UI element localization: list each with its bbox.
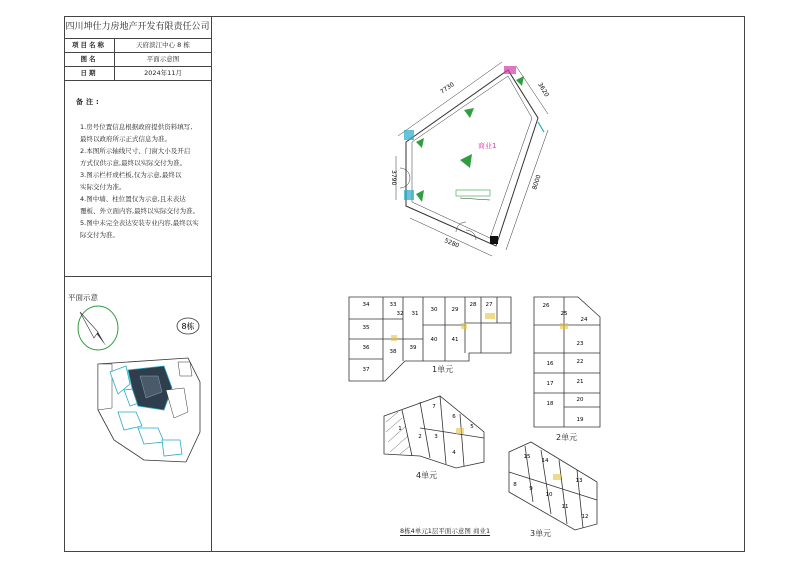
room-number: 6 (452, 414, 456, 420)
date-key: 日期 (64, 67, 115, 80)
room-number: 32 (396, 311, 404, 317)
note-line: 际交付为准。 (80, 231, 119, 239)
drawing-name-row (64, 53, 211, 67)
room-number: 26 (542, 303, 550, 309)
dim-left: 3790 (390, 170, 397, 186)
column-marker (485, 313, 495, 319)
room-number: 41 (451, 337, 459, 343)
note-line: 覆板、外立面内容,最终以实际交付为准。 (80, 207, 200, 215)
note-line: 4.图中墙、柱位置仅为示意,且未表达 (80, 195, 186, 203)
plan-inner-outline (412, 76, 532, 238)
unit-3-label: 3单元 (530, 529, 552, 538)
room-number: 23 (576, 341, 584, 347)
room-number: 5 (470, 424, 474, 430)
room-number: 27 (485, 302, 493, 308)
room-number: 22 (576, 359, 584, 365)
site-block (166, 388, 188, 418)
wall (420, 428, 484, 438)
room-number: 33 (389, 302, 397, 308)
drawing-name-key: 图名 (64, 53, 115, 66)
room-number: 12 (581, 514, 589, 520)
building-mark-icon (177, 318, 199, 334)
unit-2-label: 2单元 (556, 433, 578, 442)
column-marker (560, 323, 568, 329)
note-line: 3.图示栏杆或栏板,仅为示意,最终以 (80, 171, 182, 179)
room-number: 4 (452, 450, 456, 456)
date-row (64, 67, 211, 81)
room-number: 31 (411, 311, 419, 317)
wall (460, 414, 464, 466)
site-block (138, 428, 164, 444)
room-number: 28 (469, 302, 477, 308)
note-line: 实际交付为准。 (80, 183, 126, 191)
company-name: 四川坤仕力房地产开发有限责任公司 (64, 16, 211, 39)
room-number: 11 (561, 504, 569, 510)
room-number: 10 (545, 492, 553, 498)
site-block (162, 440, 182, 456)
room-number: 19 (576, 417, 584, 423)
room-number: 16 (546, 361, 554, 367)
dim-bottom: 5280 (443, 237, 461, 250)
project-value: 天府滨江中心 8 栋 (136, 41, 190, 49)
green-marker (416, 138, 424, 148)
column-marker (404, 190, 414, 200)
unit-4-label: 4单元 (416, 471, 438, 480)
door-swing (400, 168, 410, 178)
room-number: 7 (432, 404, 436, 410)
unit-1-label: 1单元 (432, 365, 454, 374)
note-line: 2.本图所示轴线尺寸、门窗大小及开启 (80, 147, 191, 155)
wall (559, 460, 567, 524)
room-number: 24 (580, 317, 588, 323)
column-marker (490, 236, 498, 244)
hatch-line (400, 446, 410, 454)
note-line: 最终以政府所示正式信息为准。 (80, 135, 171, 143)
green-marker (464, 108, 474, 118)
site-plan (68, 292, 208, 548)
room-number: 34 (362, 302, 370, 308)
north-arrow-icon (78, 306, 118, 350)
site-plan-label: 平面示意 (68, 293, 98, 302)
room-number: 1 (398, 426, 402, 432)
site-plan-drawing (68, 292, 208, 548)
room-number: 9 (529, 486, 533, 492)
column-marker (456, 428, 464, 434)
room-number: 38 (389, 349, 397, 355)
column-marker (391, 335, 397, 341)
room-number: 17 (546, 381, 554, 387)
main-floor-plan (360, 50, 560, 270)
note-line: 1.房号位置信息根据政府提供资料填写, (80, 123, 193, 131)
date-value: 2024年11月 (144, 69, 182, 77)
room-number: 39 (409, 345, 417, 351)
room-number: 30 (430, 307, 438, 313)
dim-right: 8000 (531, 173, 543, 191)
room-number: 13 (575, 478, 583, 484)
door-swing (400, 178, 410, 188)
wall (402, 410, 412, 456)
room-number: 20 (576, 397, 584, 403)
column-marker (404, 130, 414, 140)
unit-1-plan (345, 295, 515, 395)
room-number: 14 (541, 458, 549, 464)
room-number: 36 (362, 345, 370, 351)
project-key: 项目名称 (64, 39, 115, 52)
unit-4-plan (380, 392, 500, 472)
dim-line (410, 218, 492, 256)
wall (420, 402, 430, 458)
project-row (64, 39, 211, 53)
column-marker (504, 66, 516, 74)
room-label: 商业1 (478, 142, 497, 150)
room-number: 3 (434, 434, 438, 440)
note-line: 5.图中未完全表达安装专业内容,最终以实 (80, 219, 199, 227)
site-block (118, 412, 142, 430)
unit-2-plan (528, 295, 608, 435)
hatch-line (388, 426, 406, 442)
room-number: 2 (418, 434, 422, 440)
building-mark-text: 8栋 (181, 322, 195, 331)
counter-marker (456, 190, 490, 196)
site-block (178, 362, 192, 376)
room-number: 15 (523, 454, 531, 460)
unit-3-plan (505, 438, 605, 532)
dim-top: 7730 (439, 81, 456, 96)
room-number: 25 (560, 311, 568, 317)
note-line: 方式仅供示意,最终以实际交付为准。 (80, 159, 187, 167)
room-number: 35 (362, 325, 370, 331)
green-marker (416, 190, 424, 202)
green-marker (460, 154, 472, 168)
notes-section (64, 81, 211, 277)
wall (440, 396, 446, 464)
window-marker (538, 122, 544, 132)
dim-top-right: 3620 (536, 81, 550, 99)
dim-line (506, 130, 548, 250)
interior-wall (460, 198, 490, 200)
site-block (98, 364, 112, 410)
column-marker (461, 323, 467, 329)
room-number: 40 (430, 337, 438, 343)
room-number: 21 (576, 379, 584, 385)
dim-line (398, 62, 502, 136)
column-marker (553, 474, 561, 480)
room-number: 37 (362, 367, 370, 373)
notes-heading: 备注: (76, 98, 102, 106)
drawing-name-value: 平面示意图 (146, 55, 180, 63)
room-number: 8 (513, 482, 517, 488)
room-number: 18 (546, 401, 554, 407)
plan-caption: 8栋4单元1层平面示意图 商业1 (400, 527, 491, 535)
room-number: 29 (451, 307, 459, 313)
